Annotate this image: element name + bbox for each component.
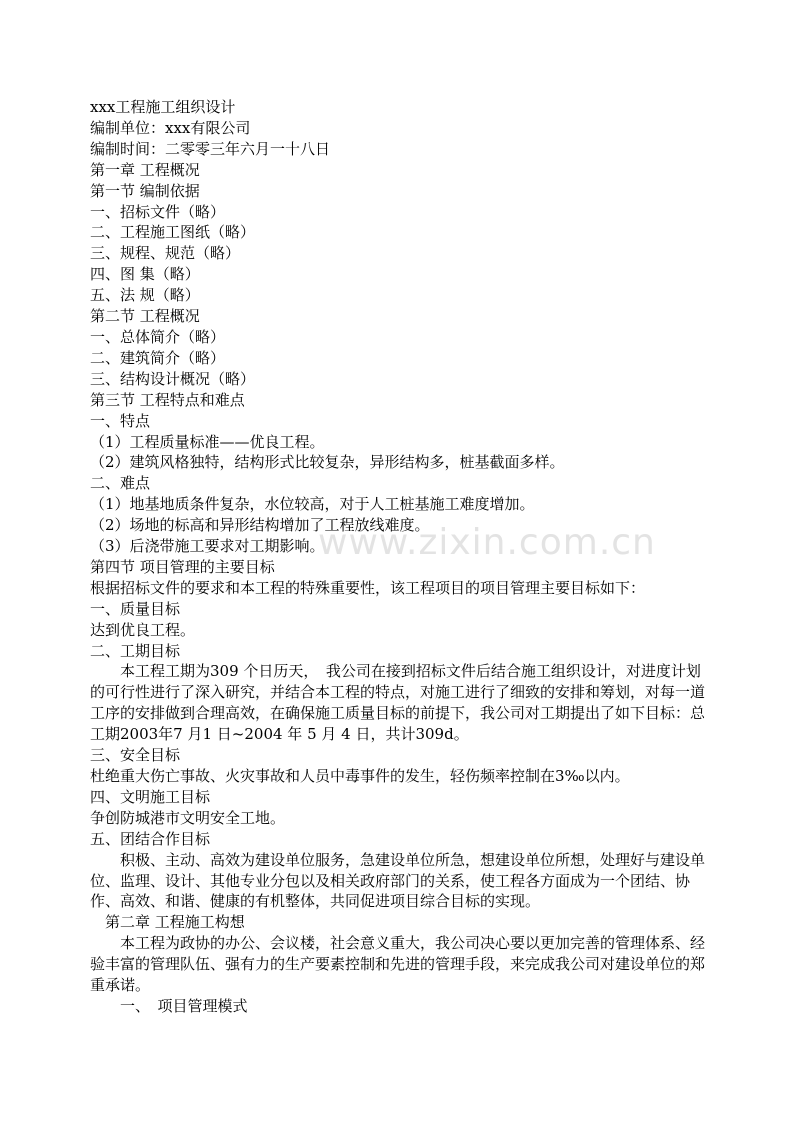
list-item: 三、规程、规范（略）: [90, 244, 241, 263]
list-item: 一、质量目标: [90, 599, 181, 618]
list-item: 一、特点: [90, 411, 151, 430]
list-item: 一、总体简介（略）: [90, 327, 226, 346]
document-body: [90, 97, 710, 1017]
chapter2-paragraph: 本工程为政协的办公、会议楼，社会意义重大，我公司决心要以更加完善的管理体系、经验丰富的管理队伍、强有力的生产要素控制和先进的管理手段，来完成我公司对建设单位的郑重承诺。: [90, 934, 706, 995]
list-item: 一、 项目管理模式: [90, 996, 248, 1015]
cooperation-paragraph: 积极、主动、高效为建设单位服务，急建设单位所急，想建设单位所想，处理好与建设单位、监理、设计、其他专业分包以及相关政府部门的关系，使工程各方面成为一个团结、协作、高效、和谐、健康的有机整体，共同促进项目综合目标的实现。: [90, 850, 706, 911]
list-item: 五、法 规（略）: [90, 286, 200, 305]
compiler-unit: 编制单位：xxx有限公司: [90, 118, 251, 137]
list-item: 四、文明施工目标: [90, 787, 211, 806]
list-item: 一、招标文件（略）: [90, 202, 226, 221]
chapter-heading: 第二章 工程施工构想: [90, 913, 245, 932]
section-heading: 第四节 项目管理的主要目标: [90, 557, 275, 576]
list-item: （1）地基地质条件复杂，水位较高，对于人工桩基施工难度增加。: [90, 495, 535, 514]
list-item: 二、工期目标: [90, 641, 181, 660]
doc-title: xxx工程施工组织设计: [90, 98, 236, 116]
list-item: 三、结构设计概况（略）: [90, 369, 256, 388]
chapter-heading: 第一章 工程概况: [90, 160, 200, 179]
section-heading: 第三节 工程特点和难点: [90, 390, 245, 409]
intro-line: 根据招标文件的要求和本工程的特殊重要性，该工程项目的项目管理主要目标如下：: [90, 578, 646, 597]
list-item: （2）场地的标高和异形结构增加了工程放线难度。: [90, 516, 430, 535]
list-item: 四、图 集（略）: [90, 265, 200, 284]
list-item: （1）工程质量标准——优良工程。: [90, 432, 325, 451]
list-item: 二、工程施工图纸（略）: [90, 223, 256, 242]
schedule-paragraph: 本工程工期为309 个日历天， 我公司在接到招标文件后结合施工组织设计，对进度计划的可行性进行了深入研究，并结合本工程的特点，对施工进行了细致的安排和筹划，对每一道工序的安排做到合理高效，在确保施工质量目标的前提下，我公司对工期提出了如下目标：总工期2003年7 月1 日~2004 年 5 月 4 日，共计309d。: [90, 662, 706, 744]
watermark: www.zixin.com.cn: [318, 522, 656, 563]
compile-date: 编制时间：二零零三年六月一十八日: [90, 139, 331, 158]
section-heading: 第一节 编制依据: [90, 181, 200, 200]
list-item: 五、团结合作目标: [90, 829, 211, 848]
section-heading: 第二节 工程概况: [90, 307, 200, 326]
list-item: （3）后浇带施工要求对工期影响。: [90, 537, 325, 556]
list-item: 达到优良工程。: [90, 620, 196, 639]
list-item: 二、建筑简介（略）: [90, 348, 226, 367]
list-item: 二、难点: [90, 474, 151, 493]
list-item: 杜绝重大伤亡事故、火灾事故和人员中毒事件的发生，轻伤频率控制在3‰以内。: [90, 767, 630, 785]
list-item: 争创防城港市文明安全工地。: [90, 808, 286, 827]
list-item: 三、安全目标: [90, 746, 181, 765]
list-item: （2）建筑风格独特，结构形式比较复杂，异形结构多，桩基截面多样。: [90, 453, 565, 472]
